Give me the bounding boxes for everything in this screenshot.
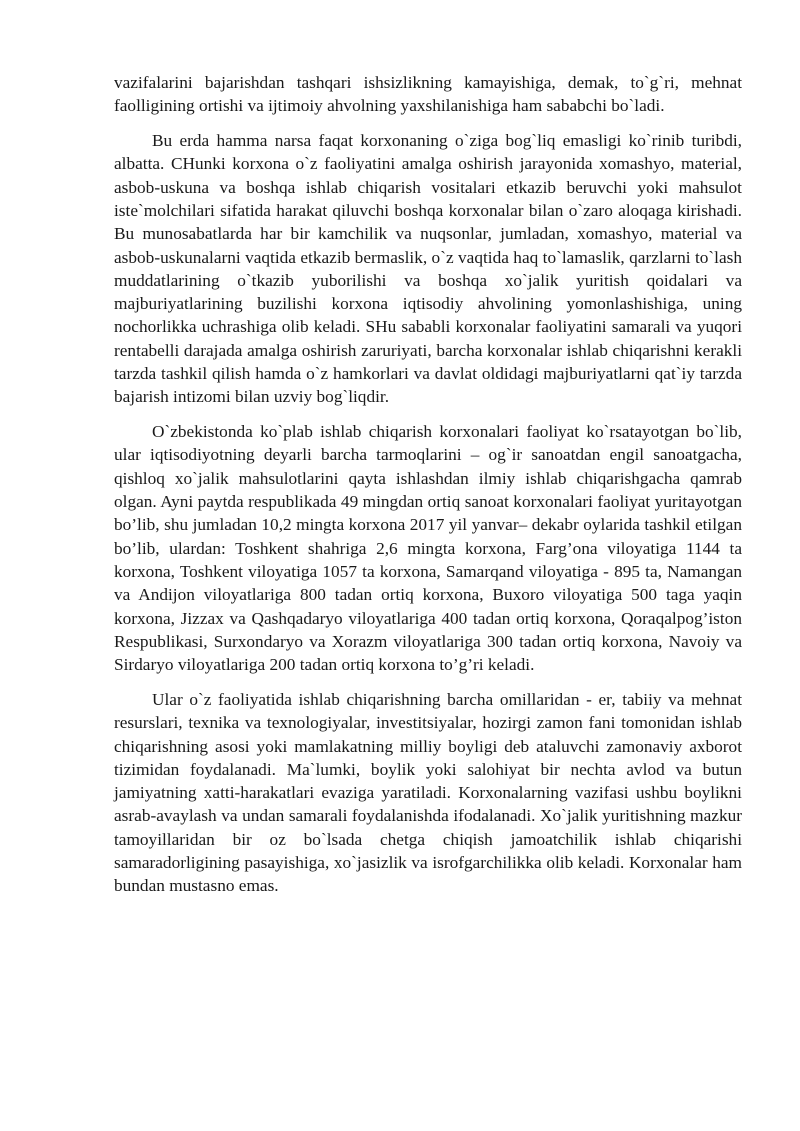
paragraph: Bu erda hamma narsa faqat korxonaning o`ziga bog`liq emasligi ko`rinib turibdi, albatta. CHunki korxona o`z faoliyatini amalga oshirish jarayonida xomashyo, material, asbob-uskuna va boshqa ishlab chiqarish vositalari etkazib beruvchi yoki mahsulot iste`molchilari sifatida harakat qiluvchi boshqa korxonalar bilan o`zaro aloqaga kirishadi. Bu munosabatlarda har bir kamchilik va nuqsonlar, jumladan, xomashyo, material va asbob-uskunalarni vaqtida etkazib bermaslik, o`z vaqtida haq to`lamaslik, qarzlarni to`lash muddatlarining o`tkazib yuborilishi va boshqa xo`jalik yuritish qoidalari va majburiyatlarining buzilishi korxona iqtisodiy ahvolining yomonlashishiga, uning nochorlikka uchrashiga olib keladi. SHu sababli korxonalar faoliyatini samarali va yuqori rentabelli darajada amalga oshirish zaruriyati, barcha korxonalar ishlab chiqarishni kerakli tarzda tashkil qilish hamda o`z hamkorlari va davlat oldidagi majburiyatlarni qat`iy tarzda bajarish intizomi bilan uzviy bog`liqdir. bbox=[114, 131, 742, 407]
document-body bbox=[114, 71, 742, 898]
paragraph-continued: vazifalarini bajarishdan tashqari ishsizlikning kamayishiga, demak, to`g`ri, mehnat faolligining ortishi va ijtimoiy ahvolning yaxshilanishiga ham sababchi bo`ladi. bbox=[114, 73, 742, 116]
paragraph: O`zbekistonda ko`plab ishlab chiqarish korxonalari faoliyat ko`rsatayotgan bo`lib, ular iqtisodiyotning deyarli barcha tarmoqlarini – og`ir sanoatdan engil sanoatgacha, qishloq xo`jalik mahsulotlarini qayta ishlashdan ilmiy ishlab chiqarishgacha qamrab olgan. Ayni paytda respublikada 49 mingdan ortiq sanoat korxonalari faoliyat yuritayotgan bo’lib, shu jumladan 10,2 mingta korxona 2017 yil yanvar– dekabr oylarida tashkil etilgan bo’lib, ulardan: Toshkent shahriga 2,6 mingta korxona, Farg’ona viloyatiga 1144 ta korxona, Toshkent viloyatiga 1057 ta korxona, Samarqand viloyatiga - 895 ta, Namangan va Andijon viloyatlariga 800 tadan ortiq korxona, Buxoro viloyatiga 500 taga yaqin korxona, Jizzax va Qashqadaryo viloyatlariga 400 tadan ortiq korxona, Qoraqalpog’iston Respublikasi, Surxondaryo va Xorazm viloyatlariga 300 tadan ortiq korxona, Navoiy va Sirdaryo viloyatlariga 200 tadan ortiq korxona to’g’ri keladi. bbox=[114, 422, 742, 675]
paragraph: Ular o`z faoliyatida ishlab chiqarishning barcha omillaridan - er, tabiiy va mehnat resurslari, texnika va texnologiyalar, investitsiyalar, hozirgi zamon fani tomonidan ishlab chiqarishning asosi yoki mamlakatning milliy boyligi deb ataluvchi zamonaviy axborot tizimidan foydalanadi. Ma`lumki, boylik yoki salohiyat bir nechta avlod va butun jamiyatning xatti-harakatlari evaziga yaratiladi. Korxonalarning vazifasi ushbu boylikni asrab-avaylash va undan samarali foydalanishda ifodalanadi. Xo`jalik yuritishning mazkur tamoyillaridan bir oz bo`lsada chetga chiqish jamoatchilik ishlab chiqarishi samaradorligining pasayishiga, xo`jasizlik va isrofgarchilikka olib keladi. Korxonalar ham bundan mustasno emas. bbox=[114, 689, 742, 896]
